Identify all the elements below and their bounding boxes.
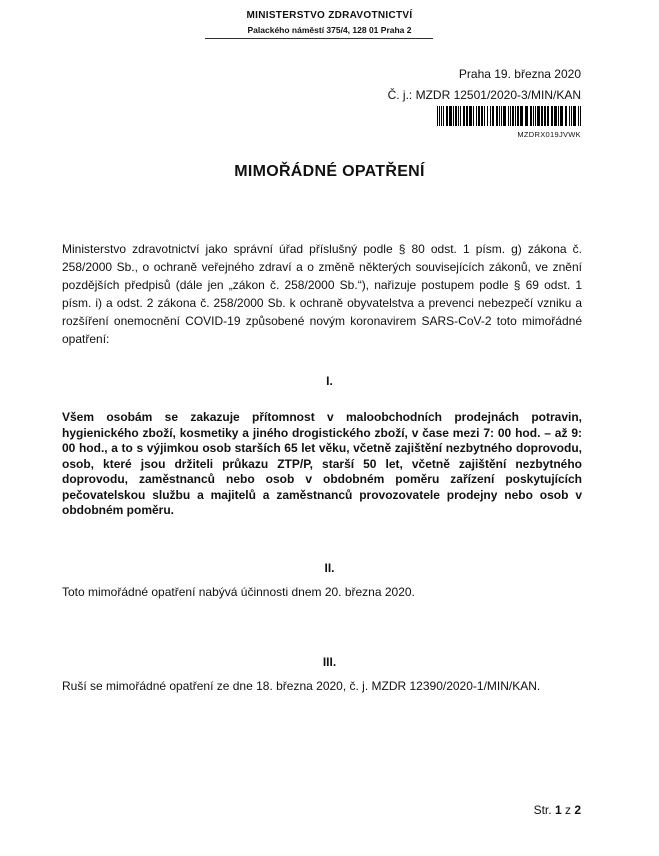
document-title: MIMOŘÁDNÉ OPATŘENÍ bbox=[234, 163, 425, 180]
barcode-bar bbox=[525, 106, 528, 126]
barcode-bar bbox=[573, 106, 576, 126]
barcode-bar bbox=[473, 106, 474, 126]
barcode-bar bbox=[478, 106, 480, 126]
barcode-bar bbox=[554, 106, 557, 126]
page-current: 1 bbox=[554, 803, 562, 817]
section-number-1: I. bbox=[326, 374, 333, 388]
barcode-bar bbox=[571, 106, 572, 126]
barcode-bar bbox=[439, 106, 440, 126]
barcode-bar bbox=[463, 106, 465, 126]
barcode-bar bbox=[481, 106, 483, 126]
barcode-bar bbox=[443, 106, 444, 126]
barcode-bar bbox=[441, 106, 442, 126]
case-number: Č. j.: MZDR 12501/2020-3/MIN/KAN bbox=[387, 88, 581, 102]
barcode-bar bbox=[569, 106, 570, 126]
barcode-bar bbox=[503, 106, 506, 126]
header-divider bbox=[205, 38, 433, 39]
page-number bbox=[534, 803, 581, 817]
barcode-bar bbox=[547, 106, 549, 126]
barcode-bar bbox=[541, 106, 543, 126]
barcode-bar bbox=[469, 106, 472, 126]
barcode-bar bbox=[460, 106, 461, 126]
date-line: Praha 19. března 2020 bbox=[458, 67, 581, 81]
section-text-2: Toto mimořádné opatření nabývá účinnosti dnem 20. března 2020. bbox=[62, 585, 415, 599]
section-text-3: Ruší se mimořádné opatření ze dne 18. března 2020, č. j. MZDR 12390/2020-1/MIN/KAN. bbox=[62, 679, 541, 693]
barcode-bar bbox=[487, 106, 488, 126]
barcode-bar bbox=[496, 106, 498, 126]
barcode-bar bbox=[455, 106, 457, 126]
barcode-bar bbox=[578, 106, 579, 126]
barcode-bar bbox=[530, 106, 532, 126]
barcode-bar bbox=[476, 106, 477, 126]
barcode-bar bbox=[565, 106, 567, 126]
barcode-bar bbox=[512, 106, 514, 126]
barcode-bar bbox=[453, 106, 454, 126]
barcode-bar bbox=[484, 106, 485, 126]
reference-block bbox=[388, 64, 581, 106]
barcode-bar bbox=[510, 106, 511, 126]
page-prefix: Str. bbox=[533, 803, 552, 817]
barcode-bar bbox=[558, 106, 559, 126]
barcode-bar bbox=[499, 106, 500, 126]
barcode-image bbox=[437, 106, 581, 126]
barcode-bar bbox=[533, 106, 534, 126]
intro-paragraph: Ministerstvo zdravotnictví jako správní úřad příslušný podle § 80 odst. 1 písm. g) zákona č. 258/2000 Sb., o ochraně veřejného zdraví a o změně některých souvisejících zákonů, ve znění pozdějších předpisů (dále jen „zákon č. 258/2000 Sb.“), nařizuje postupem podle § 69 odst. 1 písm. i) a odst. 2 zákona č. 258/2000 Sb. k ochraně obyvatelstva a prevenci nebezpečí vzniku a rozšíření onemocnění COVID-19 způsobené novým koronavirem SARS-CoV-2 toto mimořádné opatření: bbox=[62, 242, 582, 346]
barcode-bar bbox=[490, 106, 491, 126]
barcode-id: MZDRX019JVWK bbox=[517, 130, 581, 139]
barcode-bar bbox=[437, 106, 438, 126]
section-text-1: Všem osobám se zakazuje přítomnost v maloobchodních prodejnách potravin, hygienického zboží, kosmetiky a jiného drogistického zboží, v čase mezi 7: 00 hod. – až 9: 00 hod., a to s výjimkou osob starších 65 let věku, včetně zajištění nezbytného doprovodu, osob, které jsou držiteli průkazu ZTP/P, starší 50 let, včetně zajištění nezbytného doprovodu, zaměstnanců nebo osob v obdobném poměru zařízení poskytujících pečovatelskou službu a majitelů a zaměstnanců provozovatele prodejny nebo osob v obdobném poměru. bbox=[62, 410, 582, 517]
barcode-bar bbox=[517, 106, 519, 126]
barcode-bar bbox=[580, 106, 581, 126]
barcode-bar bbox=[458, 106, 459, 126]
barcode-bar bbox=[446, 106, 448, 126]
barcode-bar bbox=[466, 106, 468, 126]
ministry-name: MINISTERSTVO ZDRAVOTNICTVÍ bbox=[246, 10, 413, 21]
section-number-2: II. bbox=[324, 561, 335, 575]
barcode-bar bbox=[535, 106, 536, 126]
barcode-bar bbox=[508, 106, 509, 126]
barcode-bar bbox=[551, 106, 553, 126]
barcode-bar bbox=[492, 106, 494, 126]
barcode-bar bbox=[537, 106, 540, 126]
ministry-address: Palackého náměstí 375/4, 128 01 Praha 2 bbox=[247, 25, 412, 35]
barcode-bar bbox=[449, 106, 452, 126]
section-number-3: III. bbox=[322, 655, 337, 669]
barcode-bar bbox=[515, 106, 516, 126]
barcode-bar bbox=[501, 106, 502, 126]
page-separator: z bbox=[564, 803, 571, 817]
barcode-bar bbox=[560, 106, 563, 126]
barcode-bar bbox=[544, 106, 546, 126]
barcode-bar bbox=[520, 106, 523, 126]
page-total: 2 bbox=[574, 803, 581, 817]
